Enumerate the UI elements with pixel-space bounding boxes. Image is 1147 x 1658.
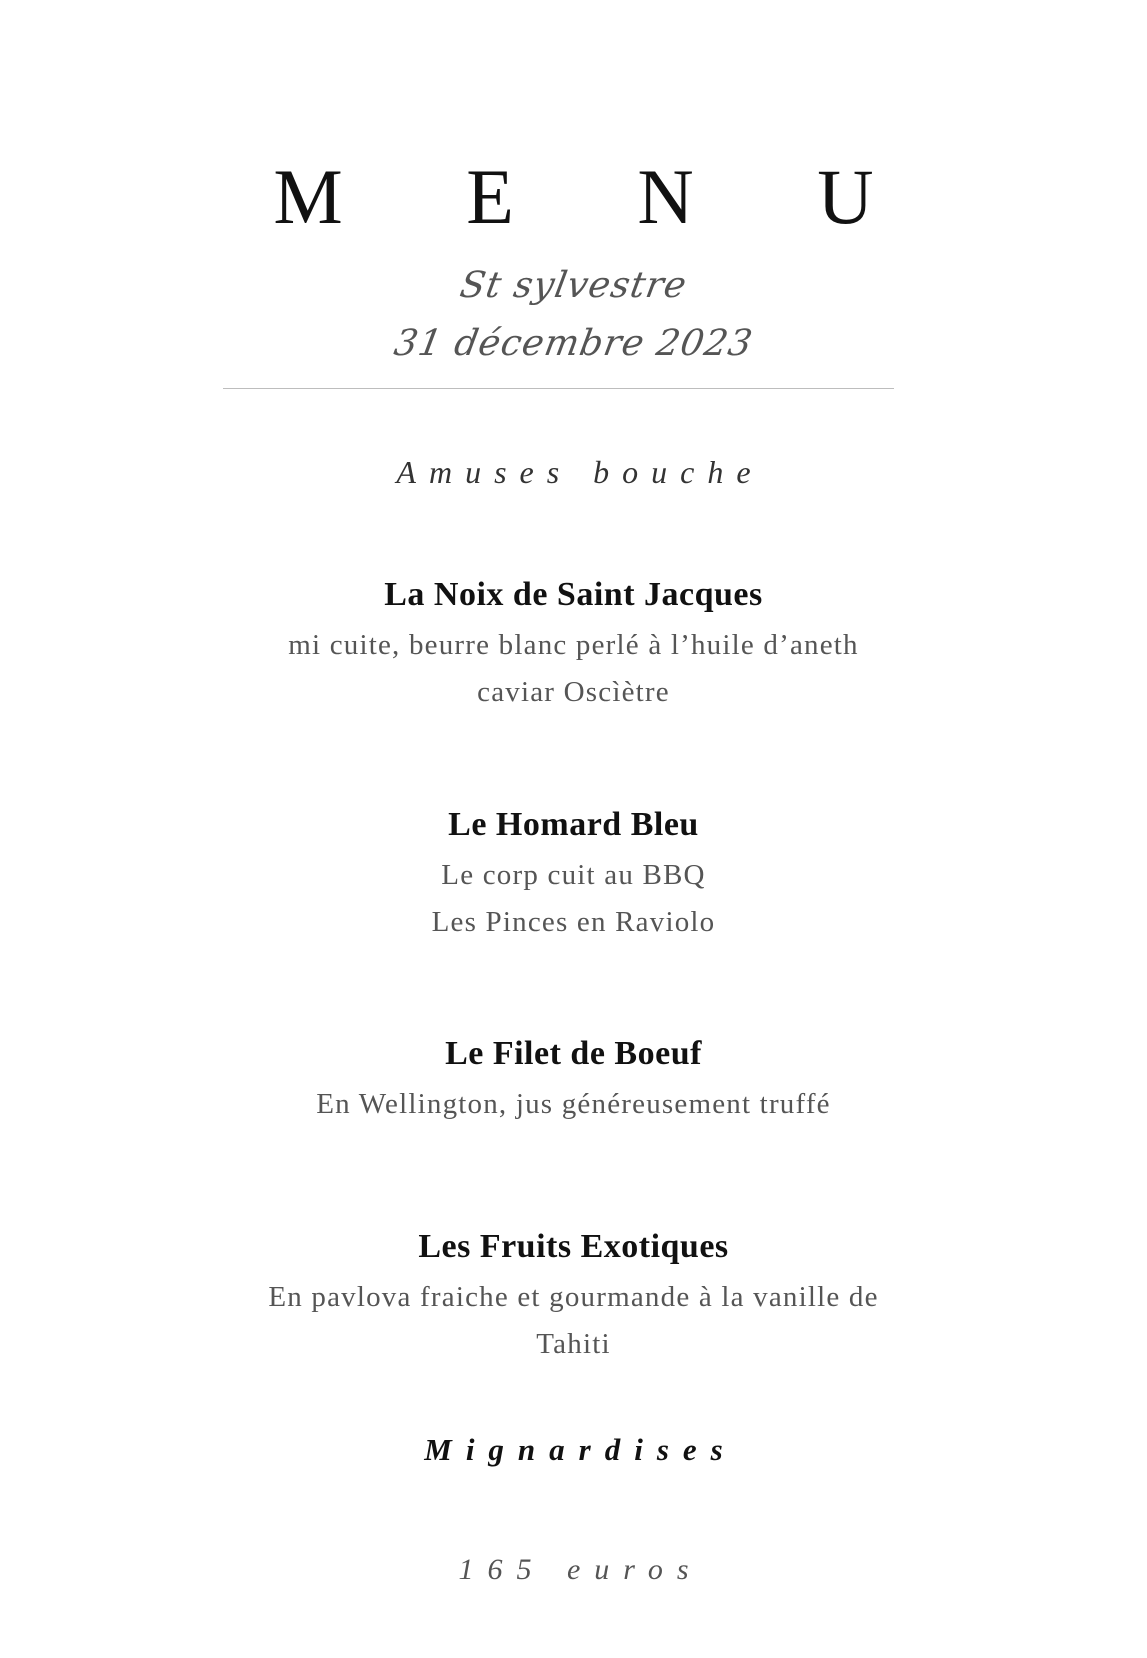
header-divider — [223, 388, 894, 389]
course-description: En Wellington, jus généreusement truffé — [316, 1088, 831, 1120]
mignardises-label: Mignardises — [424, 1432, 737, 1467]
course-description: En pavlova fraiche et gourmande à la vanille de — [268, 1281, 879, 1313]
course-description: Le corp cuit au BBQ — [441, 859, 706, 891]
event-date: 31 décembre 2023 — [391, 323, 757, 364]
course-description: Tahiti — [536, 1328, 611, 1360]
course-description: caviar Oscìètre — [477, 676, 670, 708]
course-title: Le Filet de Boeuf — [445, 1035, 702, 1072]
amuses-bouche-label: Amuses bouche — [396, 454, 764, 490]
course-description: mi cuite, beurre blanc perlé à l’huile d’aneth — [288, 629, 859, 661]
course-title: La Noix de Saint Jacques — [384, 576, 763, 613]
course-description: Les Pinces en Raviolo — [431, 906, 716, 938]
course-title: Les Fruits Exotiques — [418, 1228, 729, 1265]
event-name: St sylvestre — [456, 265, 691, 306]
menu-title: M E N U — [273, 153, 926, 240]
course-title: Le Homard Bleu — [448, 806, 699, 843]
menu-price: 165 euros — [458, 1553, 703, 1586]
